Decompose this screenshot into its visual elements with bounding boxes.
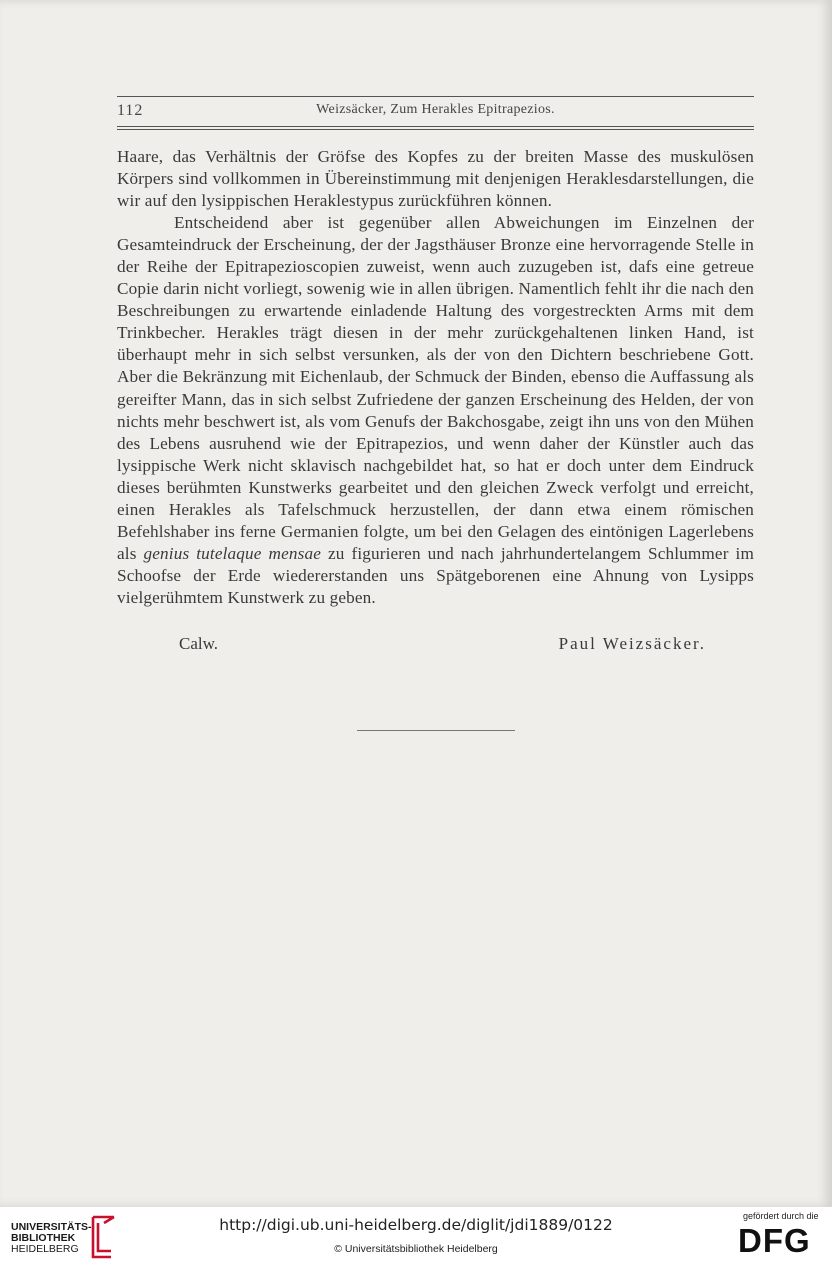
paragraph-2-start: Entscheidend aber ist gegenüber allen Abweichungen im Einzelnen der Gesamteindruck der Erscheinung, der der Jagsthäuser Bronze eine hervorragende Stelle in der Reihe der Epitrapezioscopien zuweist, wenn auch zuzugeben ist, dafs eine getreue Copie darin nicht vorliegt, sowenig wie in allen übrigen. Namentlich fehlt ihr die nach den Beschreibungen zu erwartende einladende Haltung des vorgestreckten Arms mit dem Trinkbecher. Herakles trägt diesen in der mehr zurückgehaltenen linken Hand, ist überhaupt mehr in sich selbst versunken, als der von den Dichtern beschriebene Gott. Aber die Bekränzung mit Eichenlaub, der Schmuck der Binden, ebenso die Auffassung als gereifter Mann, das in sich selbst Zufriedene der ganzen Erscheinung des Helden, der von nichts mehr beschwert ist, als vom Genufs der Bakchosgabe, zeigt ihn uns von den Mühen des Lebens ausruhend wie der Epitrapezios, und wenn daher der Künstler auch das lysippische Werk nicht sklavisch nachgebildet hat, so hat er doch unter dem Eindruck dieses berühmten Kunstwerks gearbeitet und den gleichen Zweck verfolgt und erreicht, einen Herakles als Tafelschmuck herzustellen, der dann etwa einem römischen Befehlshaber ins ferne Germanien folgte, um bei den Gelagen des eintönigen Lagerlebens als [117, 213, 754, 563]
footer-bar [0, 1207, 832, 1265]
copyright-notice: © Universitätsbibliothek Heidelberg [334, 1243, 498, 1255]
paragraph-1: Haare, das Verhältnis der Gröfse des Kopfes zu der breiten Masse des muskulösen Körpers sind vollkommen in Übereinstimmung mit denjenigen Heraklesdarstellungen, die wir auf den lysippischen Heraklestypus zurückführen können. [117, 147, 754, 211]
running-head: Weizsäcker, Zum Herakles Epitrapezios. [316, 102, 555, 117]
page-number: 112 [117, 102, 144, 119]
library-line-2: BIBLIOTHEK [11, 1232, 76, 1244]
paragraph-2-end: zu figurieren und nach jahrhundertelangem Schlummer im Schoofse der Erde wiedererstanden uns Spätgeborenen eine Ahnung von Lysipps vielgerühmtem Kunstwerk zu geben. [117, 543, 754, 607]
page-header [117, 96, 754, 132]
signature-line [117, 634, 754, 658]
header-rule-top [117, 96, 754, 97]
permalink-url[interactable]: http://digi.ub.uni-heidelberg.de/diglit/jdi1889/0122 [219, 1216, 613, 1234]
header-rule-bottom-double [117, 129, 754, 130]
end-rule [357, 730, 515, 731]
funding-caption: gefördert durch die [743, 1211, 819, 1221]
place-name: Calw. [179, 634, 219, 653]
body-text [117, 146, 754, 609]
library-line-3: HEIDELBERG [11, 1243, 79, 1255]
author-name: Paul Weizsäcker. [558, 634, 706, 653]
library-line-1: UNIVERSITÄTS- [11, 1221, 92, 1233]
header-rule-bottom [117, 126, 754, 127]
paragraph-2 [117, 212, 754, 609]
latin-phrase: genius tutelaque mensae [143, 543, 321, 563]
dfg-logo[interactable]: DFG [738, 1222, 811, 1259]
